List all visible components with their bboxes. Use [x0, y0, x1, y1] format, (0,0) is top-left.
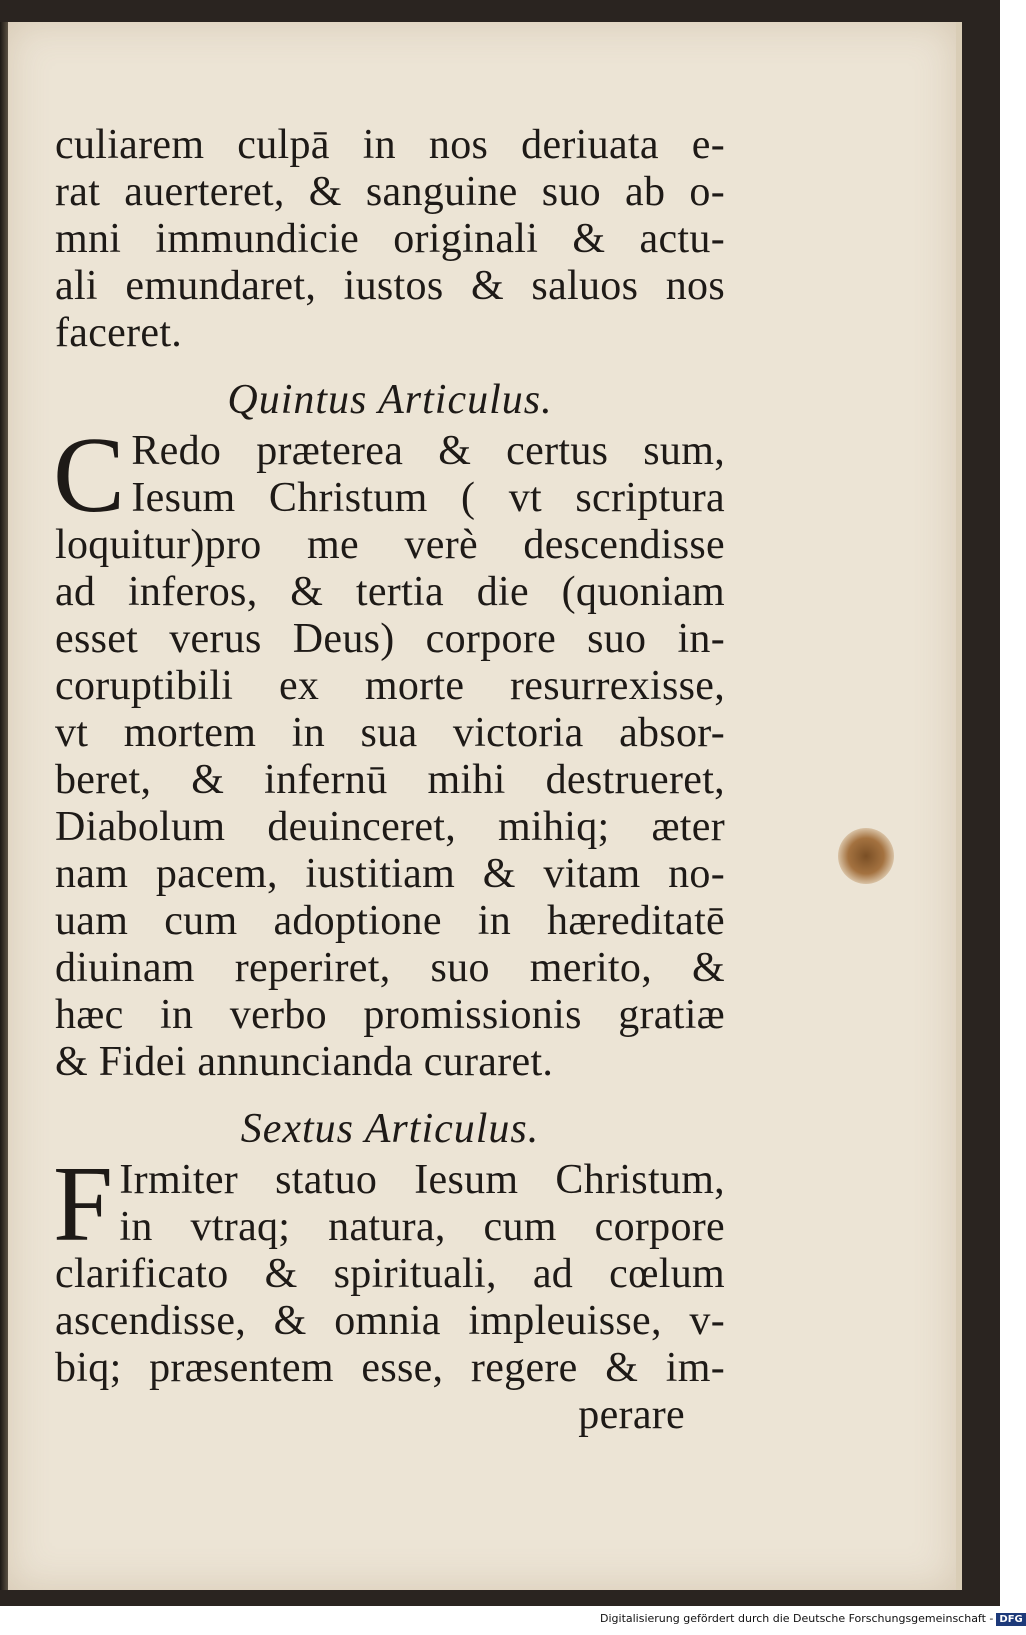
text-line: clarificato & spirituali, ad cœlum [55, 1251, 725, 1297]
text-line: uam cum adoptione in hæreditatē [55, 898, 725, 944]
text-line: biq; præsentem esse, regere & im- [55, 1345, 725, 1391]
text-line: ali emundaret, iustos & saluos nos [55, 263, 725, 309]
paragraph-2 [53, 416, 725, 1086]
paper-stain [838, 828, 894, 884]
text-line: ascendisse, & omnia impleuisse, v- [55, 1298, 725, 1344]
text-line: rat auerteret, & sanguine suo ab o- [55, 169, 725, 215]
dfg-logo: DFG [996, 1613, 1025, 1626]
paragraph-1 [55, 122, 725, 357]
footer-text: Digitalisierung gefördert durch die Deutsche Forschungsgemeinschaft - [600, 1612, 994, 1625]
text-line: vt mortem in sua victoria absor- [55, 710, 725, 756]
text-line: culiarem culpā in nos deriuata e- [55, 122, 725, 168]
article-6-heading: Sextus Articulus. [240, 1106, 540, 1152]
text-line: Irmiter statuo Iesum Christum, [119, 1157, 725, 1203]
digitization-footer [600, 1612, 1026, 1630]
text-line: in vtraq; natura, cum corpore [119, 1204, 725, 1250]
text-line: Iesum Christum ( vt scriptura [131, 475, 725, 521]
text-line: loquitur)pro me verè descendisse [55, 522, 725, 568]
drop-cap: F [53, 1145, 114, 1264]
article-5-heading: Quintus Articulus. [227, 377, 553, 423]
text-line: esset verus Deus) corpore suo in- [55, 616, 725, 662]
catchword: perare [578, 1392, 685, 1438]
text-line: Redo præterea & certus sum, [131, 428, 725, 474]
page-text [55, 122, 725, 1439]
text-line: ad inferos, & tertia die (quoniam [55, 569, 725, 615]
text-line: diuinam reperiret, suo merito, & [55, 945, 725, 991]
drop-cap: C [53, 416, 126, 535]
paragraph-3 [53, 1145, 725, 1392]
text-line: Diabolum deuinceret, mihiq; æter [55, 804, 725, 850]
text-line: & Fidei annuncianda curaret. [55, 1039, 554, 1085]
text-line: faceret. [55, 310, 183, 356]
text-line: mni immundicie originali & actu- [55, 216, 725, 262]
text-line: coruptibili ex morte resurrexisse, [55, 663, 725, 709]
text-line: beret, & infernū mihi destrueret, [55, 757, 725, 803]
text-line: nam pacem, iustitiam & vitam no- [55, 851, 725, 897]
text-line: hæc in verbo promissionis gratiæ [55, 992, 725, 1038]
